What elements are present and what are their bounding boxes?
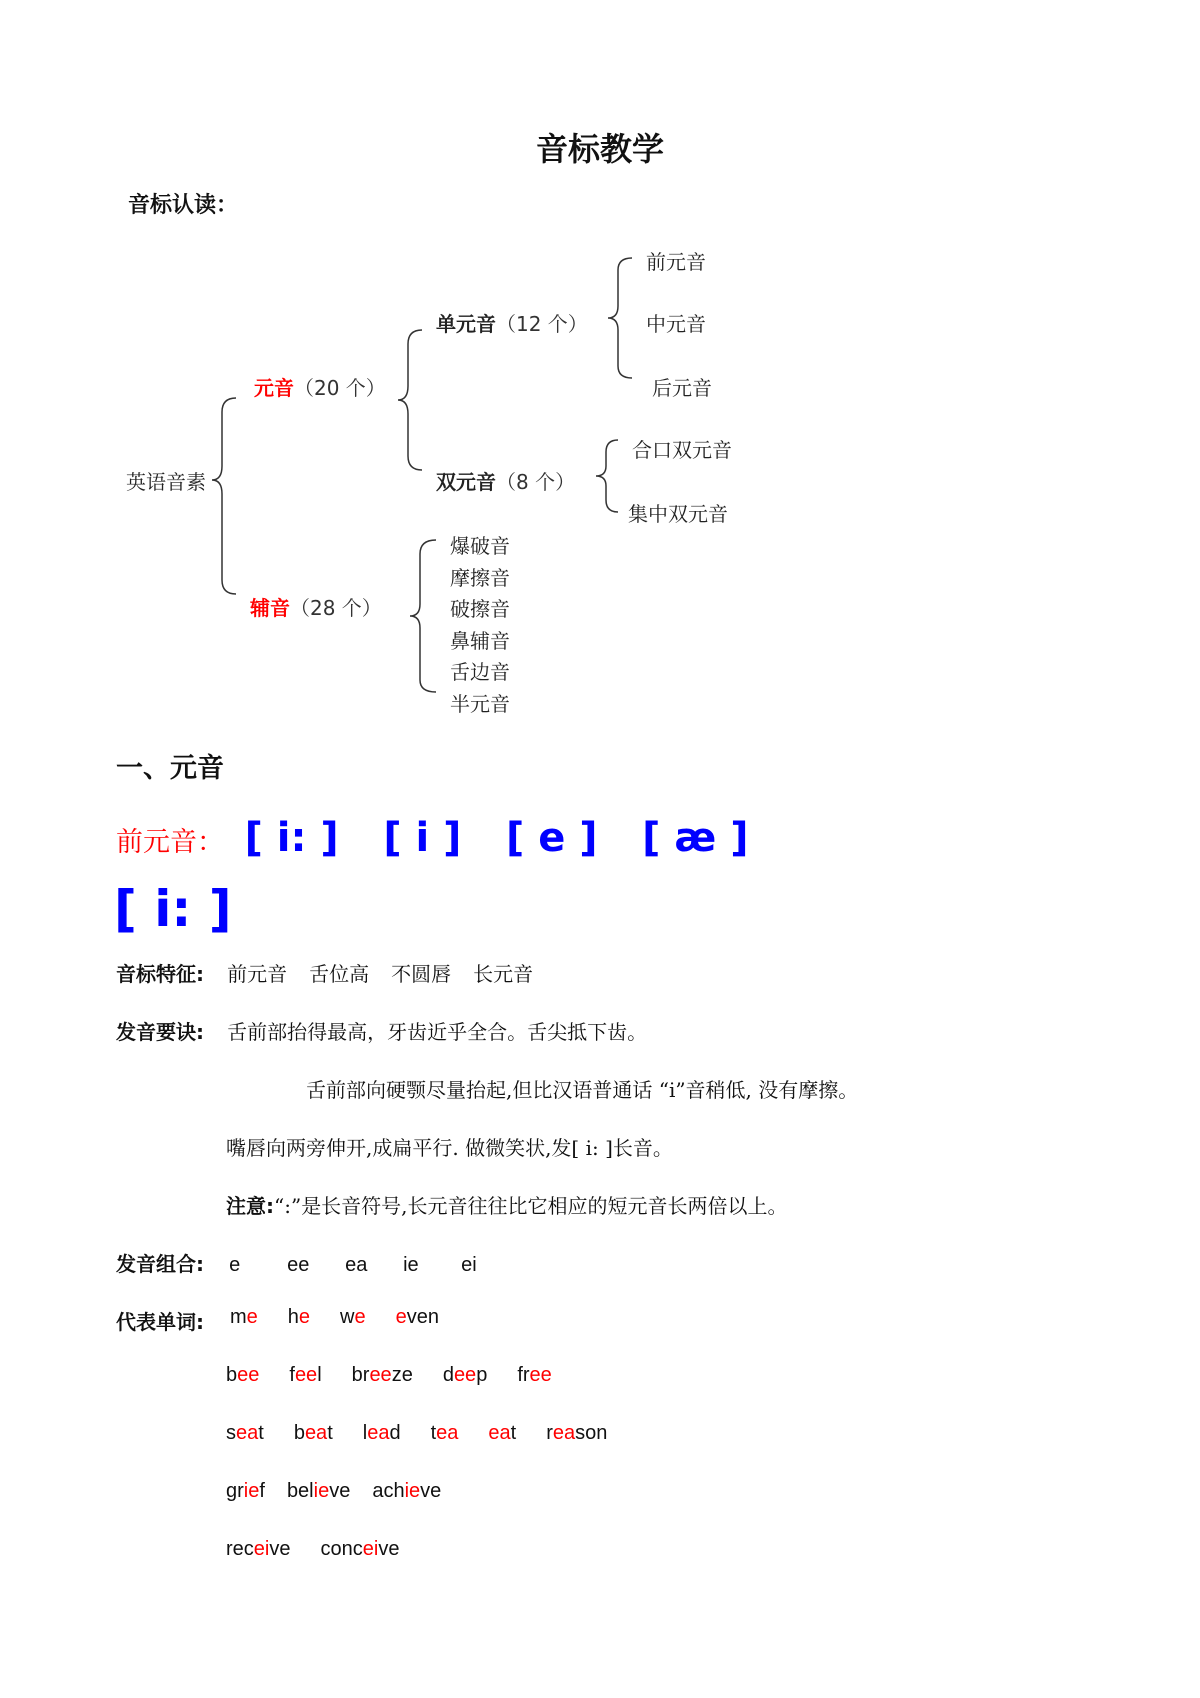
example-word: deep	[442, 1364, 488, 1386]
highlighted-letters: ie	[313, 1480, 330, 1502]
example-word: grief	[226, 1480, 265, 1502]
highlighted-letters: ea	[436, 1422, 459, 1444]
example-word: beat	[293, 1422, 333, 1444]
word-row	[226, 1422, 607, 1445]
features-list	[227, 962, 555, 986]
brace-root	[212, 398, 236, 594]
features-row	[116, 958, 555, 987]
note-text: “:”是长音符号,长元音往往比它相应的短元音长两倍以上。	[274, 1194, 788, 1218]
cons-type: 爆破音	[450, 534, 510, 558]
cons-type: 鼻辅音	[450, 629, 510, 653]
front-vowels-row	[116, 815, 749, 861]
combo-item: ie	[403, 1254, 419, 1276]
example-word: me	[230, 1306, 258, 1328]
section-heading: 一、元音	[116, 753, 224, 784]
cons-type: 破擦音	[450, 597, 510, 621]
diph-type: 合口双元音	[632, 438, 732, 462]
example-word: tea	[430, 1422, 459, 1444]
word-row	[226, 1480, 441, 1503]
monophthong-count: （12 个）	[496, 312, 588, 336]
mono-type: 前元音	[646, 250, 706, 274]
tips-line3: 嘴唇向两旁伸开,成扁平行. 做微笑状,发[ i: ]长音。	[226, 1136, 673, 1160]
brace-mono	[608, 258, 632, 378]
example-word: breeze	[351, 1364, 413, 1386]
feature-item: 前元音	[227, 962, 288, 986]
consonant-count: （28 个）	[290, 596, 382, 620]
feature-item: 不圆唇	[391, 962, 452, 986]
tips-line2: 舌前部向硬颚尽量抬起,但比汉语普通话 “i”音稍低, 没有摩擦。	[306, 1078, 859, 1102]
brace-vowel	[398, 330, 422, 470]
vowel-count: （20 个）	[294, 376, 386, 400]
tree-braces	[0, 0, 1200, 720]
vowel-symbol: [ æ ]	[642, 815, 749, 861]
front-vowels-label: 前元音：	[116, 827, 224, 858]
combos-row	[116, 1248, 519, 1277]
highlighted-letters: e	[395, 1306, 407, 1328]
highlighted-letters: ea	[488, 1422, 511, 1444]
example-word: achieve	[372, 1480, 442, 1502]
combo-item: ee	[287, 1254, 310, 1276]
features-label: 音标特征:	[116, 962, 204, 986]
mono-type: 中元音	[646, 312, 706, 336]
combo-item: ea	[345, 1254, 368, 1276]
note-label: 注意:	[226, 1194, 274, 1218]
tree-diphthong	[436, 466, 575, 495]
word-row	[226, 1538, 399, 1561]
tree-consonant	[250, 592, 382, 621]
tree-monophthong	[436, 308, 588, 337]
page-title: 音标教学	[535, 130, 664, 168]
tips-note	[226, 1190, 788, 1219]
highlighted-letters: ei	[253, 1538, 270, 1560]
vowel-symbol: [ e ]	[506, 815, 598, 861]
words-label: 代表单词:	[116, 1310, 204, 1334]
tree-vowel	[254, 372, 386, 401]
cons-type: 舌边音	[450, 660, 510, 684]
tree-root: 英语音素	[126, 470, 206, 494]
combos-list	[229, 1254, 519, 1276]
highlighted-letters: ei	[362, 1538, 379, 1560]
example-word: we	[340, 1306, 366, 1328]
diphthong-count: （8 个）	[496, 470, 576, 494]
cons-type: 半元音	[450, 692, 510, 716]
example-word: believe	[286, 1480, 351, 1502]
highlighted-letters: ee	[237, 1364, 260, 1386]
highlighted-letters: ea	[304, 1422, 328, 1444]
brace-diph	[596, 440, 618, 512]
highlighted-letters: ie	[243, 1480, 260, 1502]
highlighted-letters: e	[246, 1306, 258, 1328]
highlighted-letters: e	[298, 1306, 311, 1328]
combo-item: ei	[461, 1254, 477, 1276]
example-word: eat	[488, 1422, 517, 1444]
highlighted-letters: ea	[236, 1422, 259, 1444]
example-word: lead	[362, 1422, 401, 1444]
mono-type: 后元音	[652, 376, 712, 400]
highlighted-letters: ee	[453, 1364, 477, 1386]
diphthong-name: 双元音	[436, 470, 496, 494]
highlighted-letters: ea	[552, 1422, 576, 1444]
combo-item: e	[229, 1254, 241, 1276]
example-word: free	[517, 1364, 552, 1386]
example-word: receive	[226, 1538, 291, 1560]
monophthong-name: 单元音	[436, 312, 496, 336]
brace-cons	[410, 540, 436, 692]
diph-type: 集中双元音	[628, 502, 728, 526]
cons-type: 摩擦音	[450, 566, 510, 590]
example-word: feel	[289, 1364, 322, 1386]
feature-item: 舌位高	[309, 962, 370, 986]
highlighted-letters: ea	[367, 1422, 390, 1444]
highlighted-letters: e	[354, 1306, 366, 1328]
word-row	[226, 1364, 552, 1387]
combos-label: 发音组合:	[116, 1252, 204, 1276]
feature-item: 长元音	[473, 962, 534, 986]
highlighted-letters: ee	[369, 1364, 392, 1386]
highlighted-letters: ie	[404, 1480, 421, 1502]
example-word: reason	[546, 1422, 608, 1444]
current-symbol-text: [ i: ]	[114, 880, 232, 938]
example-word: he	[287, 1306, 311, 1328]
example-word: bee	[226, 1364, 260, 1386]
tips-line1: 舌前部抬得最高，牙齿近乎全合。舌尖抵下齿。	[227, 1020, 648, 1044]
subtitle: 音标认读：	[128, 193, 239, 218]
vowel-name: 元音	[254, 376, 294, 400]
highlighted-letters: ee	[529, 1364, 552, 1386]
vowel-symbol: [ i: ]	[244, 815, 339, 861]
example-word: even	[395, 1306, 439, 1328]
vowel-symbol: [ i ]	[383, 815, 462, 861]
current-symbol	[114, 880, 232, 938]
word-row	[230, 1306, 439, 1329]
example-word: conceive	[320, 1538, 400, 1560]
consonant-name: 辅音	[250, 596, 290, 620]
example-word: seat	[226, 1422, 264, 1444]
highlighted-letters: ee	[294, 1364, 318, 1386]
tips-label: 发音要诀:	[116, 1020, 204, 1044]
tips-row	[116, 1016, 647, 1045]
